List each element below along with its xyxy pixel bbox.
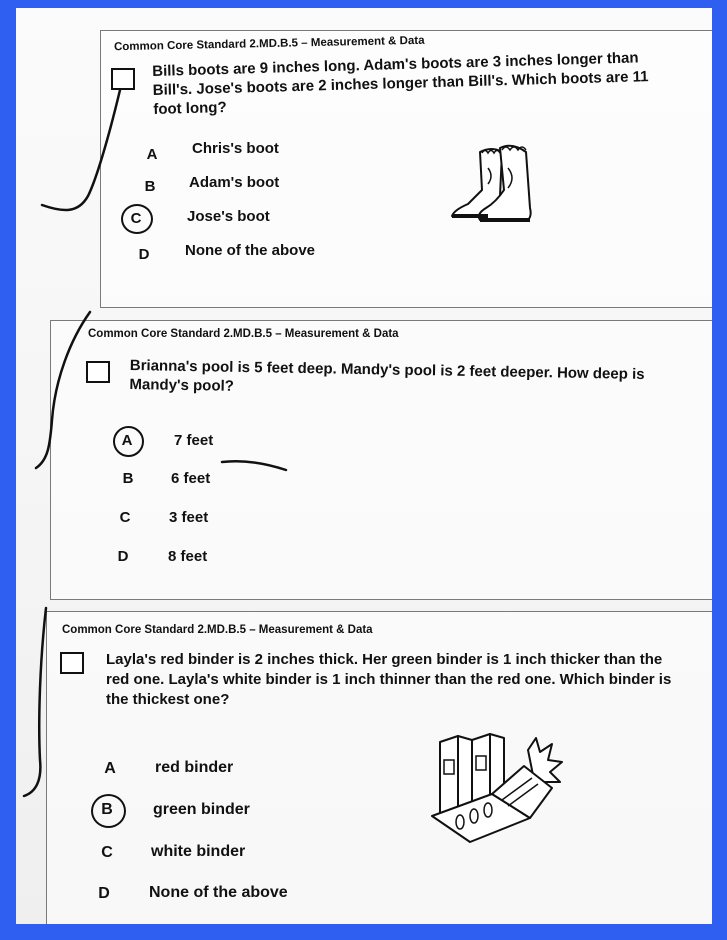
option-text-d[interactable]: None of the above: [185, 242, 316, 259]
option-letter-c: C: [130, 210, 142, 227]
option-text-c[interactable]: 3 feet: [169, 509, 209, 526]
option-letter-a: A: [121, 432, 133, 449]
standard-label: Common Core Standard 2.MD.B.5 – Measurement & Data: [62, 624, 373, 636]
option-letter-a: A: [146, 146, 158, 163]
option-letter-c: C: [119, 509, 131, 526]
option-text-a[interactable]: red binder: [155, 759, 234, 776]
option-text-b[interactable]: 6 feet: [171, 470, 211, 487]
option-letter-a: A: [104, 760, 116, 777]
question-text: Bills boots are 9 inches long. Adam's boots are 3 inches longer than Bill's. Jose's boots are 2 inches longer than Bill's. Which boots are 11 foot long?: [152, 49, 649, 118]
question-text: Brianna's pool is 5 feet deep. Mandy's pool is 2 feet deeper. How deep is Mandy's pool?: [129, 356, 645, 395]
answer-checkbox[interactable]: [60, 652, 84, 674]
question-text: Layla's red binder is 2 inches thick. Her green binder is 1 inch thicker than the red one. Layla's white binder is 1 inch thinner than the red one. Which binder is the thickest one?: [106, 651, 672, 708]
worksheet-page: [16, 8, 712, 924]
option-letter-b: B: [122, 470, 134, 487]
option-text-b[interactable]: Adam's boot: [189, 174, 280, 191]
option-text-d[interactable]: 8 feet: [168, 548, 208, 565]
option-text-a[interactable]: Chris's boot: [192, 140, 279, 157]
option-letter-b: B: [144, 178, 156, 195]
option-letter-c: C: [101, 844, 113, 861]
standard-label: Common Core Standard 2.MD.B.5 – Measurement & Data: [88, 328, 399, 340]
option-letter-d: D: [98, 885, 110, 902]
option-text-b[interactable]: green binder: [153, 801, 250, 818]
option-letter-d: D: [138, 246, 150, 263]
standard-label: Common Core Standard 2.MD.B.5 – Measurement & Data: [113, 34, 425, 54]
option-text-c[interactable]: white binder: [151, 843, 246, 860]
answer-checkbox[interactable]: [111, 68, 135, 90]
binders-icon: [432, 730, 572, 850]
option-text-d[interactable]: None of the above: [149, 884, 288, 901]
cowboy-boots-icon: [446, 138, 556, 228]
option-letter-b: B: [101, 801, 113, 818]
option-letter-d: D: [117, 548, 129, 565]
option-text-a[interactable]: 7 feet: [174, 432, 214, 449]
option-text-c[interactable]: Jose's boot: [187, 208, 270, 225]
answer-checkbox[interactable]: [86, 361, 110, 383]
